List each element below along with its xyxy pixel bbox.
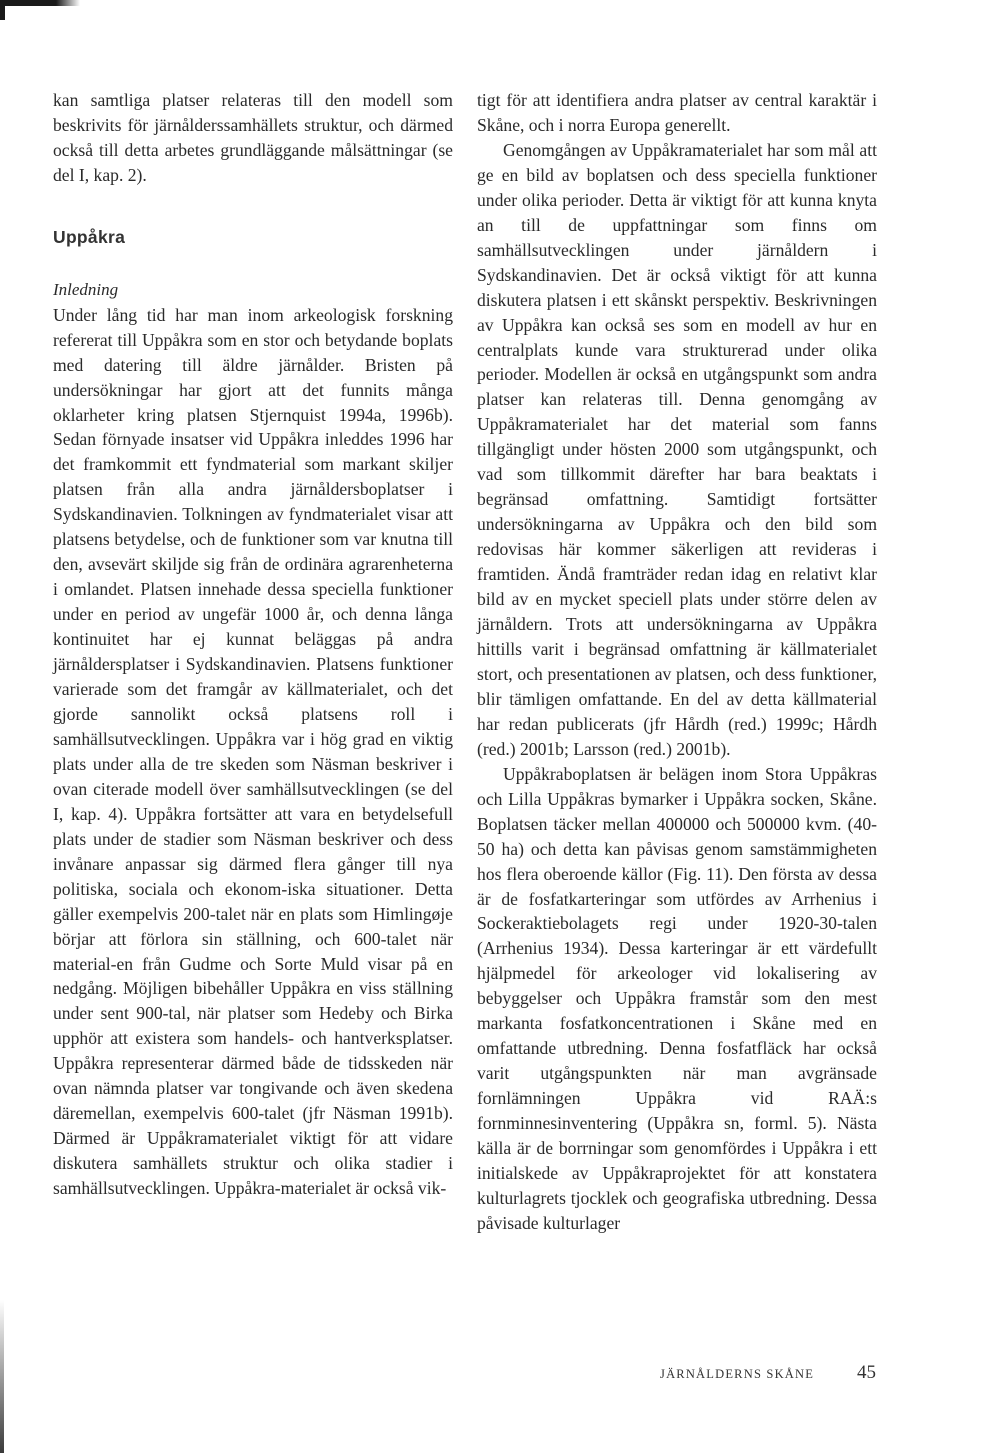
right-paragraph-continuation: tigt för att identifiera andra platser av central karaktär i Skåne, och i norra Europa generellt. (477, 90, 877, 135)
page-number: 45 (857, 1362, 876, 1383)
scan-edge-top (0, 0, 80, 6)
running-footer (660, 1362, 876, 1390)
left-column (53, 88, 453, 1201)
sub-heading: Inledning (53, 279, 119, 299)
scan-edge-corner (0, 0, 5, 20)
right-paragraph-purpose: Genomgången av Uppåkramaterialet har som mål att ge en bild av boplatsen och dess speciella funktioner under olika perioder. Detta är viktigt för att kunna knyta an till de uppfattningar som finns om samhällsutvecklingen under järnåldern i Sydskandinavien. Det är också viktigt för att kunna diskutera platsen i ett skånskt perspektiv. Beskrivningen av Uppåkra kan också ses som en modell av hur en centralplats kunde vara strukturerad under olika perioder. Modellen är också en utgångspunkt som andra platser kan relateras till. Denna genomgång av Uppåkramaterialet har det material som fanns tillgängligt under hösten 2000 som utgångspunkt, och vad som tillkommit därefter har bara beaktats i begränsad omfattning. Samtidigt fortsätter undersökningarna av Uppåkra och den bild som redovisas här kommer säkerligen att revideras i framtiden. Ändå framträder redan idag en relativt klar bild av en mycket speciell plats under större delen av järnåldern. Trots att undersökningarna av Uppåkra hittills varit i begränsad omfattning är källmaterialet stort, och presentationen av platsen, och dess funktioner, blir tämligen omfattande. En del av detta källmaterial har redan publicerats (jfr Hårdh (red.) 1999c; Hårdh (red.) 2001b; Larsson (red.) 2001b). (477, 139, 877, 759)
section-heading: Uppåkra (53, 226, 126, 247)
right-column (477, 88, 877, 1236)
scan-edge-left (0, 1300, 4, 1453)
running-title: JÄRNÅLDERNS SKÅNE (660, 1367, 815, 1381)
left-paragraph-body: Under lång tid har man inom arkeologisk forskning refererat till Uppåkra som en stor och betydande boplats med datering till äldre järnålder. Bristen på undersökningar har gjort att det funnits många oklarheter kring platsen Stjernquist 1994a, 1996b). Sedan förnyade insatser vid Uppåkra inleddes 1996 har det framkommit ett fyndmaterial som markant skiljer platsen från alla andra järnåldersboplatser i Sydskandinavien. Tolkningen av fyndmaterialet visar att platsens betydelse, och de funktioner som var knutna till den, avsevärt skiljde sig från de ordinära agrarenheterna i omlandet. Platsen innehade dessa speciella funktioner under en period av ungefär 1000 år, och denna långa kontinuitet har ej kunnat beläggas på andra järnåldersplatser i Sydskandinavien. Platsens funktioner varierade som det framgår av källmaterialet, och det gjorde sannolikt också platsens roll i samhällsutvecklingen. Uppåkra var i hög grad en viktig plats under alla de tre skeden som Näsman beskriver i ovan citerade modell över samhällsutvecklingen (se del I, kap. 4). Uppåkra fortsätter att vara en betydelsefull plats under de stadier som Näsman beskriver och dess invånare anpassar sig därmed flera gånger till nya politiska, sociala och ekonom-iska situationer. Detta gäller exempelvis 200-talet när en plats som Himlingøje börjar att förlora sin ställning, och 600-talet när material-en från Gudme och Sorte Muld visar på en nedgång. Möjligen bibehåller Uppåkra en viss ställning under sent 900-tal, när platser som Hedeby och Birka upphör att existera som handels- och hantverksplatser. Uppåkra representerar därmed både de tidsskeden när ovan nämnda platser var tongivande och även skedena däremellan, exempelvis 600-talet (jfr Näsman 1991b). Därmed är Uppåkramaterialet viktigt för att vidare diskutera samhällets struktur och olika stadier i samhällsutvecklingen. Uppåkra-materialet är också vik- (53, 304, 453, 1199)
left-paragraph-continuation: kan samtliga platser relateras till den modell som beskrivits för järnålderssamhällets struktur, och därmed också till detta arbetes grundläggande målsättningar (se del I, kap. 2). (53, 90, 453, 185)
right-paragraph-location: Uppåkraboplatsen är belägen inom Stora Uppåkras och Lilla Uppåkras bymarker i Uppåkra socken, Skåne. Boplatsen täcker mellan 400000 och 500000 kvm. (40-50 ha) och detta kan påvisas genom samstämmigheten hos flera oberoende källor (Fig. 11). Den första av dessa är de fosfatkarteringar som utfördes av Arrhenius i Sockeraktiebolagets regi under 1920-30-talen (Arrhenius 1934). Dessa karteringar är ett värdefullt hjälpmedel för arkeologer vid lokalisering av bebyggelser och Uppåkra framstår som den mest markanta fosfatkoncentrationen i Skåne med en omfattande utbredning. Denna fosfatfläck har också varit utgångspunkten när man avgränsade fornlämningen Uppåkra vid RAÄ:s fornminnesinventering (Uppåkra sn, forml. 5). Nästa källa är de borrningar som genomfördes i Uppåkra i ett initialskede av Uppåkraprojektet för att konstatera kulturlagrets tjocklek och geografiska utbredning. Dessa påvisade kulturlager (477, 763, 877, 1233)
